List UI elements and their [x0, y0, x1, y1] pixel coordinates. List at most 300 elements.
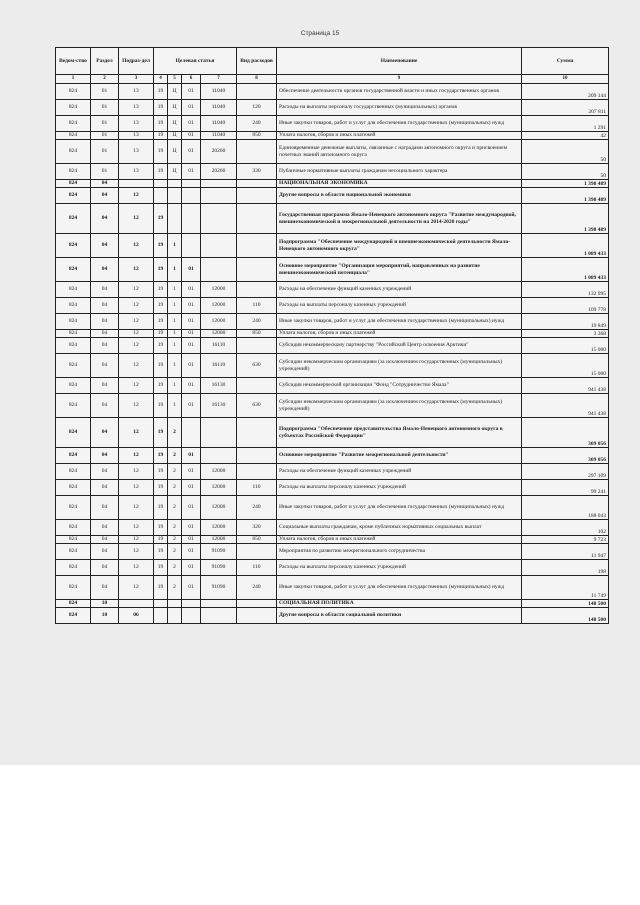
cell-ministry: 824: [56, 520, 91, 536]
cell-direction: 12000: [201, 464, 237, 480]
cell-expense-type: [237, 448, 277, 464]
budget-table: [55, 47, 609, 624]
cell-ministry: 824: [56, 330, 91, 338]
cell-ministry: 824: [56, 234, 91, 258]
cell-ministry: 824: [56, 536, 91, 544]
cell-expense-type: 630: [237, 394, 277, 418]
cell-program: 19: [154, 560, 168, 576]
cell-subprogram: [168, 204, 182, 234]
cell-expense-type: 240: [237, 116, 277, 132]
cell-subsection: 12: [119, 188, 154, 204]
cell-subprogram: Ц: [168, 84, 182, 100]
cell-direction: 20260: [201, 164, 237, 180]
cell-event: 01: [182, 84, 201, 100]
cell-amount: 50: [522, 140, 609, 164]
cell-expense-type: [237, 188, 277, 204]
cell-program: [154, 600, 168, 608]
cell-direction: [201, 234, 237, 258]
cell-subprogram: Ц: [168, 116, 182, 132]
cell-subsection: 12: [119, 544, 154, 560]
cell-subsection: 13: [119, 116, 154, 132]
cell-subprogram: [168, 600, 182, 608]
table-row: [56, 298, 609, 314]
cell-direction: 11040: [201, 100, 237, 116]
cell-expense-type: [237, 418, 277, 448]
cell-event: 01: [182, 520, 201, 536]
cell-program: 19: [154, 354, 168, 378]
cell-expense-type: [237, 84, 277, 100]
cell-section: 04: [91, 418, 119, 448]
cell-subprogram: 1: [168, 234, 182, 258]
column-number: 6: [182, 75, 201, 84]
cell-section: 01: [91, 84, 119, 100]
cell-section: 04: [91, 544, 119, 560]
cell-program: 19: [154, 418, 168, 448]
table-row: [56, 258, 609, 282]
cell-ministry: 824: [56, 84, 91, 100]
table-row: [56, 600, 609, 608]
cell-event: [182, 418, 201, 448]
cell-event: 01: [182, 132, 201, 140]
cell-subprogram: [168, 608, 182, 624]
cell-subsection: 13: [119, 84, 154, 100]
cell-name: Иные закупки товаров, работ и услуг для обеспечения государственных (муниципальных) нужд: [277, 314, 522, 330]
cell-direction: 12000: [201, 314, 237, 330]
table-row: [56, 576, 609, 600]
cell-direction: 12000: [201, 496, 237, 520]
cell-subprogram: 1: [168, 378, 182, 394]
cell-event: 01: [182, 330, 201, 338]
cell-subprogram: 1: [168, 354, 182, 378]
cell-amount: 109 778: [522, 298, 609, 314]
cell-amount: 102: [522, 520, 609, 536]
header-name: Наименование: [277, 48, 522, 75]
cell-subsection: [119, 180, 154, 188]
cell-amount: 941 438: [522, 378, 609, 394]
cell-name: Подпрограмма "Обеспечение представительства Ямало-Ненецкого автономного округа в субъектах Российской Федерации": [277, 418, 522, 448]
cell-amount: 3 368: [522, 330, 609, 338]
cell-amount: 297 109: [522, 464, 609, 480]
cell-name: Субсидии некоммерческим организациям (за исключением государственных (муниципальных) учреждений): [277, 354, 522, 378]
cell-section: 04: [91, 448, 119, 464]
cell-expense-type: 240: [237, 576, 277, 600]
cell-program: 19: [154, 338, 168, 354]
cell-subprogram: 2: [168, 496, 182, 520]
cell-program: 19: [154, 140, 168, 164]
cell-direction: [201, 448, 237, 464]
column-number: 3: [119, 75, 154, 84]
cell-amount: 1 398 489: [522, 180, 609, 188]
cell-ministry: 824: [56, 608, 91, 624]
table-row: [56, 282, 609, 298]
cell-name: Расходы на выплаты персоналу казенных учреждений: [277, 480, 522, 496]
cell-event: 01: [182, 100, 201, 116]
cell-program: 19: [154, 480, 168, 496]
cell-name: СОЦИАЛЬНАЯ ПОЛИТИКА: [277, 600, 522, 608]
cell-event: 01: [182, 480, 201, 496]
cell-subprogram: 1: [168, 314, 182, 330]
cell-expense-type: 110: [237, 298, 277, 314]
cell-expense-type: 110: [237, 480, 277, 496]
cell-program: 19: [154, 496, 168, 520]
table-row: [56, 140, 609, 164]
cell-ministry: 824: [56, 560, 91, 576]
table-row: [56, 480, 609, 496]
cell-name: Иные закупки товаров, работ и услуг для обеспечения государственных (муниципальных) нужд: [277, 116, 522, 132]
cell-ministry: 824: [56, 132, 91, 140]
cell-name: Иные закупки товаров, работ и услуг для обеспечения государственных (муниципальных) нужд: [277, 576, 522, 600]
cell-subsection: 12: [119, 298, 154, 314]
cell-section: 04: [91, 258, 119, 282]
cell-program: 19: [154, 576, 168, 600]
cell-name: Уплата налогов, сборов и иных платежей: [277, 132, 522, 140]
header-ministry: Ведом-ство: [56, 48, 91, 75]
table-row: [56, 418, 609, 448]
cell-name: Социальные выплаты гражданам, кроме публичных нормативных социальных выплат: [277, 520, 522, 536]
cell-direction: 12000: [201, 480, 237, 496]
cell-amount: 198: [522, 560, 609, 576]
cell-event: [182, 600, 201, 608]
cell-expense-type: 630: [237, 354, 277, 378]
column-number: 5: [168, 75, 182, 84]
cell-name: Расходы на обеспечение функций казенных учреждений: [277, 282, 522, 298]
cell-event: 01: [182, 394, 201, 418]
cell-subsection: 13: [119, 100, 154, 116]
cell-direction: [201, 204, 237, 234]
cell-section: 04: [91, 378, 119, 394]
cell-name: Другие вопросы в области национальной экономики: [277, 188, 522, 204]
cell-ministry: 824: [56, 298, 91, 314]
cell-subsection: 12: [119, 258, 154, 282]
cell-name: Основное мероприятие "Развитие межрегиональной деятельности": [277, 448, 522, 464]
cell-subsection: 13: [119, 164, 154, 180]
cell-subprogram: Ц: [168, 132, 182, 140]
cell-amount: 1 398 489: [522, 188, 609, 204]
cell-subsection: 12: [119, 394, 154, 418]
column-number: 9: [277, 75, 522, 84]
cell-amount: 15 000: [522, 354, 609, 378]
table-row: [56, 560, 609, 576]
column-number: 7: [201, 75, 237, 84]
cell-amount: 15 000: [522, 338, 609, 354]
cell-subsection: 12: [119, 496, 154, 520]
cell-name: Подпрограмма "Обеспечение международной и внешнеэкономической деятельности Ямало-Ненецкого автономного округа": [277, 234, 522, 258]
cell-subsection: 12: [119, 354, 154, 378]
cell-section: 01: [91, 132, 119, 140]
column-number: 10: [522, 75, 609, 84]
cell-subsection: 12: [119, 418, 154, 448]
cell-section: 04: [91, 394, 119, 418]
cell-subsection: 12: [119, 378, 154, 394]
cell-direction: 16110: [201, 338, 237, 354]
cell-subprogram: 2: [168, 520, 182, 536]
table-row: [56, 234, 609, 258]
cell-direction: 12000: [201, 282, 237, 298]
cell-subprogram: 2: [168, 480, 182, 496]
cell-name: Иные закупки товаров, работ и услуг для обеспечения государственных (муниципальных) нужд: [277, 496, 522, 520]
cell-expense-type: 110: [237, 560, 277, 576]
cell-direction: 12000: [201, 330, 237, 338]
cell-section: 04: [91, 464, 119, 480]
table-row: [56, 608, 609, 624]
header-target-article: Целевая статья: [154, 48, 237, 75]
cell-program: 19: [154, 464, 168, 480]
cell-direction: 12000: [201, 536, 237, 544]
cell-program: 19: [154, 544, 168, 560]
cell-section: 10: [91, 608, 119, 624]
cell-subprogram: 2: [168, 576, 182, 600]
cell-section: 04: [91, 576, 119, 600]
cell-expense-type: 240: [237, 314, 277, 330]
table-row: [56, 544, 609, 560]
cell-name: Уплата налогов, сборов и иных платежей: [277, 330, 522, 338]
table-row: [56, 132, 609, 140]
cell-event: 01: [182, 544, 201, 560]
cell-expense-type: [237, 378, 277, 394]
cell-expense-type: 240: [237, 496, 277, 520]
cell-name: Субсидия некоммерческой организации "Фонд "Сотрудничество Ямала": [277, 378, 522, 394]
cell-event: [182, 204, 201, 234]
cell-event: 01: [182, 314, 201, 330]
table-row: [56, 536, 609, 544]
cell-subprogram: 1: [168, 282, 182, 298]
cell-subprogram: 2: [168, 418, 182, 448]
cell-section: 04: [91, 282, 119, 298]
cell-subprogram: 1: [168, 394, 182, 418]
cell-program: 19: [154, 100, 168, 116]
cell-direction: 16110: [201, 354, 237, 378]
cell-direction: 91090: [201, 576, 237, 600]
table-body: [56, 84, 609, 624]
cell-amount: 1 089 433: [522, 258, 609, 282]
cell-event: 01: [182, 496, 201, 520]
cell-direction: 16130: [201, 378, 237, 394]
cell-subsection: 06: [119, 608, 154, 624]
cell-name: Расходы на выплаты персоналу казенных учреждений: [277, 298, 522, 314]
cell-event: 01: [182, 378, 201, 394]
header-expense-type: Вид расходов: [237, 48, 277, 75]
cell-program: 19: [154, 258, 168, 282]
cell-event: 01: [182, 164, 201, 180]
cell-program: 19: [154, 448, 168, 464]
cell-amount: 207 811: [522, 100, 609, 116]
cell-amount: 148 500: [522, 608, 609, 624]
cell-event: [182, 180, 201, 188]
cell-expense-type: [237, 204, 277, 234]
cell-direction: [201, 180, 237, 188]
cell-subsection: 12: [119, 338, 154, 354]
cell-direction: [201, 258, 237, 282]
cell-ministry: 824: [56, 394, 91, 418]
cell-direction: 11040: [201, 116, 237, 132]
table-row: [56, 394, 609, 418]
cell-program: 19: [154, 378, 168, 394]
table-row: [56, 164, 609, 180]
cell-program: 19: [154, 234, 168, 258]
cell-subsection: 13: [119, 140, 154, 164]
cell-ministry: 824: [56, 464, 91, 480]
cell-section: 01: [91, 116, 119, 132]
cell-program: [154, 188, 168, 204]
cell-name: Основное мероприятие "Организация мероприятий, направленных на развитие внешнеэкономический потенциала": [277, 258, 522, 282]
cell-ministry: 824: [56, 448, 91, 464]
cell-section: 04: [91, 314, 119, 330]
cell-name: НАЦИОНАЛЬНАЯ ЭКОНОМИКА: [277, 180, 522, 188]
header-amount: Сумма: [522, 48, 609, 75]
cell-section: 01: [91, 164, 119, 180]
cell-name: Расходы на выплаты персоналу казенных учреждений: [277, 560, 522, 576]
cell-event: 01: [182, 464, 201, 480]
table-row: [56, 496, 609, 520]
cell-expense-type: 320: [237, 520, 277, 536]
cell-ministry: 824: [56, 418, 91, 448]
table-row: [56, 180, 609, 188]
cell-program: 19: [154, 204, 168, 234]
cell-subprogram: Ц: [168, 100, 182, 116]
cell-subsection: 12: [119, 536, 154, 544]
cell-section: 04: [91, 338, 119, 354]
cell-ministry: 824: [56, 600, 91, 608]
cell-event: 01: [182, 560, 201, 576]
cell-ministry: 824: [56, 204, 91, 234]
cell-expense-type: [237, 544, 277, 560]
cell-event: 01: [182, 338, 201, 354]
cell-event: [182, 608, 201, 624]
cell-amount: 42: [522, 132, 609, 140]
table-row: [56, 448, 609, 464]
cell-section: 04: [91, 204, 119, 234]
header-row: [56, 48, 609, 75]
cell-name: Государственная программа Ямало-Ненецкого автономного округа "Развитие международной, внешнеэкономической и межрегиональной деятельности на 2014-2020 годы": [277, 204, 522, 234]
cell-ministry: 824: [56, 576, 91, 600]
cell-section: 04: [91, 298, 119, 314]
table-row: [56, 116, 609, 132]
cell-direction: 20260: [201, 140, 237, 164]
cell-section: 04: [91, 480, 119, 496]
cell-subprogram: [168, 188, 182, 204]
cell-name: Расходы на выплаты персоналу государственных (муниципальных) органов: [277, 100, 522, 116]
cell-name: Уплата налогов, сборов и иных платежей: [277, 536, 522, 544]
cell-direction: 12000: [201, 298, 237, 314]
cell-direction: 11040: [201, 84, 237, 100]
cell-subsection: [119, 600, 154, 608]
cell-direction: 12000: [201, 520, 237, 536]
cell-section: 04: [91, 560, 119, 576]
cell-subprogram: 1: [168, 330, 182, 338]
cell-subprogram: [168, 180, 182, 188]
cell-expense-type: 120: [237, 100, 277, 116]
column-number-row: [56, 75, 609, 84]
header-subsection: Подраз-дел: [119, 48, 154, 75]
cell-section: 04: [91, 496, 119, 520]
column-number: 2: [91, 75, 119, 84]
cell-event: [182, 188, 201, 204]
cell-section: 04: [91, 188, 119, 204]
cell-event: 01: [182, 298, 201, 314]
cell-amount: 9 723: [522, 536, 609, 544]
cell-direction: 11040: [201, 132, 237, 140]
cell-subsection: 12: [119, 464, 154, 480]
cell-subsection: 12: [119, 560, 154, 576]
cell-expense-type: [237, 338, 277, 354]
column-number: 4: [154, 75, 168, 84]
cell-ministry: 824: [56, 480, 91, 496]
cell-ministry: 824: [56, 378, 91, 394]
cell-subsection: 12: [119, 576, 154, 600]
cell-amount: 209 144: [522, 84, 609, 100]
cell-name: Расходы на обеспечение функций казенных учреждений: [277, 464, 522, 480]
cell-section: 04: [91, 180, 119, 188]
cell-direction: 91090: [201, 560, 237, 576]
cell-amount: 11 749: [522, 576, 609, 600]
cell-direction: [201, 600, 237, 608]
table-row: [56, 204, 609, 234]
cell-program: 19: [154, 84, 168, 100]
cell-event: 01: [182, 576, 201, 600]
cell-expense-type: [237, 180, 277, 188]
cell-expense-type: [237, 608, 277, 624]
cell-subsection: 12: [119, 314, 154, 330]
table-row: [56, 520, 609, 536]
cell-section: 04: [91, 520, 119, 536]
cell-ministry: 824: [56, 544, 91, 560]
table-row: [56, 464, 609, 480]
cell-program: 19: [154, 282, 168, 298]
cell-subprogram: Ц: [168, 140, 182, 164]
cell-expense-type: [237, 600, 277, 608]
cell-section: 01: [91, 100, 119, 116]
cell-event: 01: [182, 140, 201, 164]
table-row: [56, 330, 609, 338]
cell-program: 19: [154, 298, 168, 314]
header-section: Раздел: [91, 48, 119, 75]
cell-event: 01: [182, 258, 201, 282]
cell-name: Субсидия некоммерческому партнерству "Российский Центр освоения Арктики": [277, 338, 522, 354]
cell-ministry: 824: [56, 258, 91, 282]
table-row: [56, 84, 609, 100]
cell-expense-type: [237, 140, 277, 164]
cell-section: 01: [91, 140, 119, 164]
cell-event: [182, 234, 201, 258]
cell-direction: 16130: [201, 394, 237, 418]
cell-name: Другие вопросы в области социальной политики: [277, 608, 522, 624]
cell-amount: 132 995: [522, 282, 609, 298]
cell-subsection: 12: [119, 282, 154, 298]
cell-direction: [201, 608, 237, 624]
cell-subprogram: 2: [168, 560, 182, 576]
table-row: [56, 378, 609, 394]
cell-ministry: 824: [56, 140, 91, 164]
cell-subsection: 12: [119, 330, 154, 338]
cell-ministry: 824: [56, 282, 91, 298]
cell-subprogram: 1: [168, 298, 182, 314]
table-row: [56, 188, 609, 204]
cell-program: 19: [154, 536, 168, 544]
cell-subsection: 12: [119, 448, 154, 464]
cell-name: Единовременные денежные выплаты, связанные с наградами автономного округа и присвоением почетных званий автономного округа: [277, 140, 522, 164]
cell-expense-type: [237, 282, 277, 298]
cell-event: 01: [182, 354, 201, 378]
cell-ministry: 824: [56, 496, 91, 520]
cell-program: 19: [154, 116, 168, 132]
table-row: [56, 338, 609, 354]
cell-section: 04: [91, 330, 119, 338]
cell-ministry: 824: [56, 314, 91, 330]
cell-amount: 941 438: [522, 394, 609, 418]
column-number: 1: [56, 75, 91, 84]
cell-program: 19: [154, 520, 168, 536]
cell-subprogram: 2: [168, 448, 182, 464]
